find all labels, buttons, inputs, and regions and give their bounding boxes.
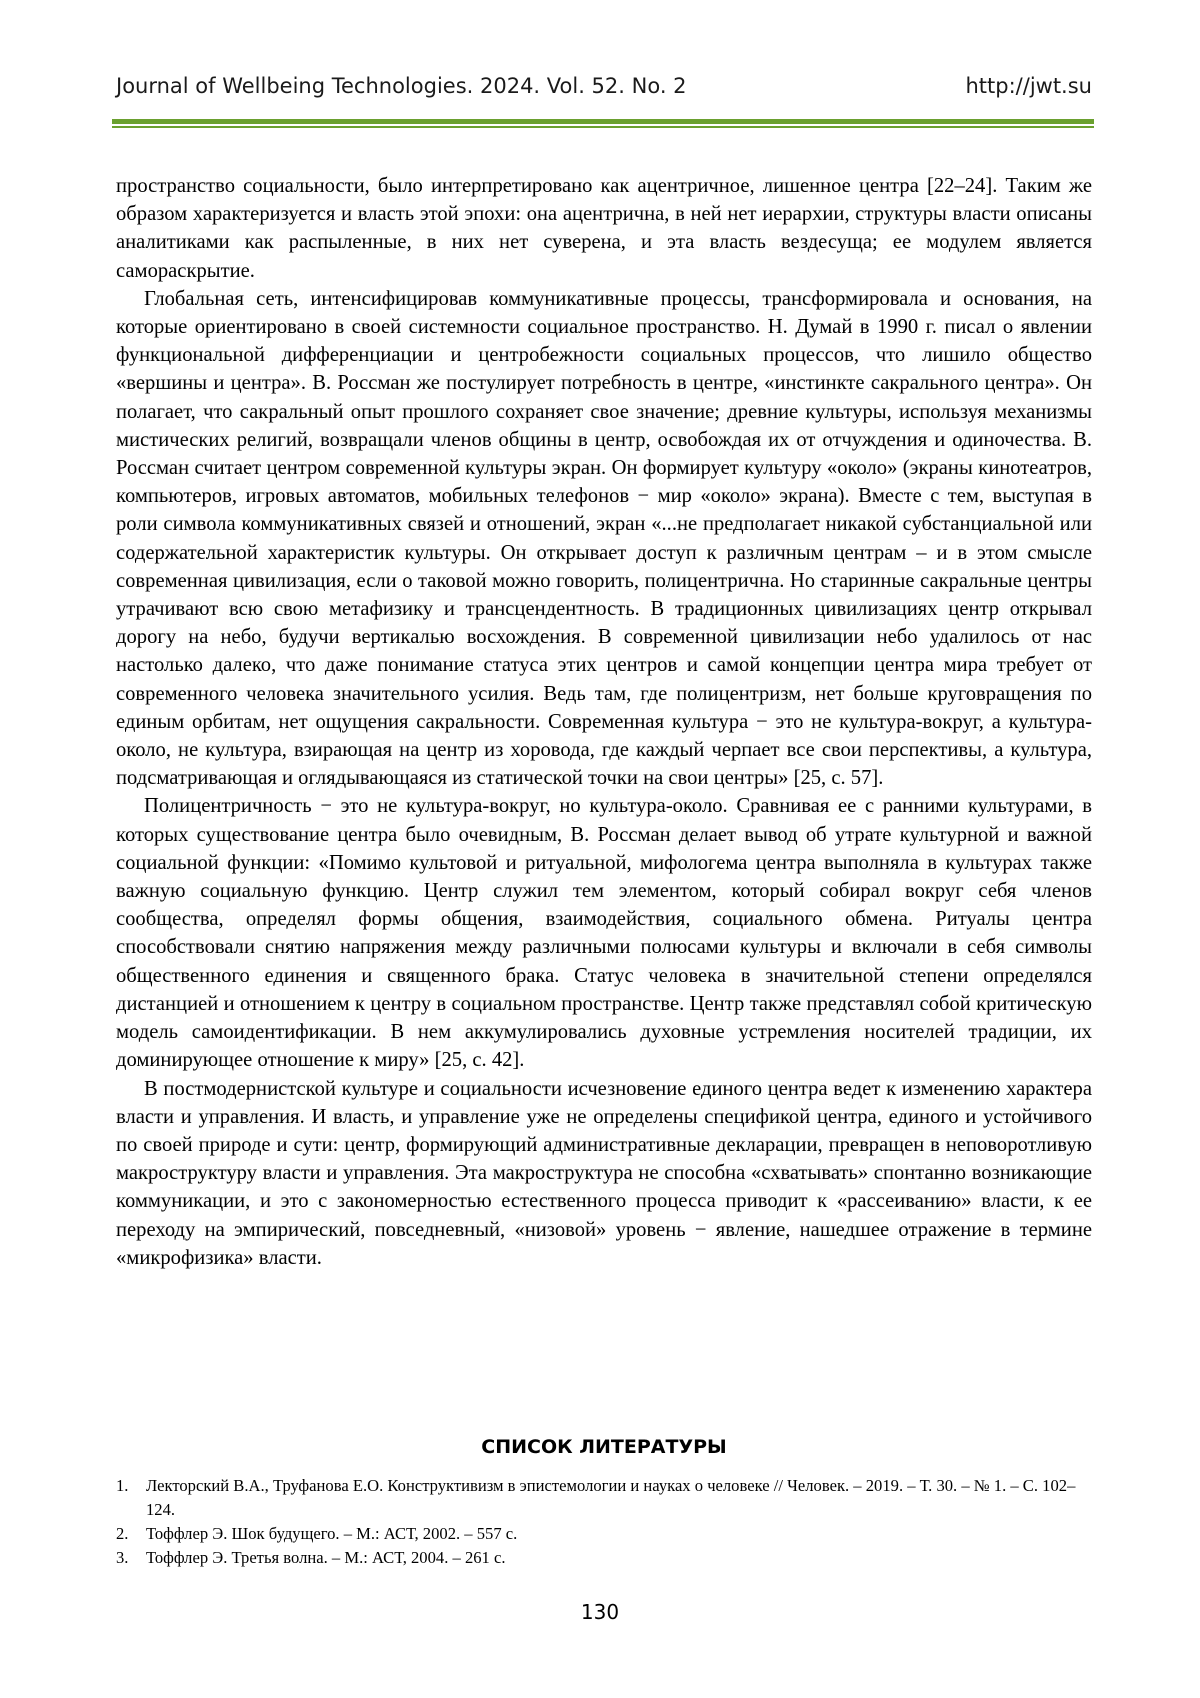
header-rule-thin	[112, 126, 1094, 128]
header-rule-thick	[112, 119, 1094, 124]
reference-item	[116, 1546, 1092, 1570]
reference-item	[116, 1474, 1092, 1522]
reference-text: Лекторский В.А., Труфанова Е.О. Конструктивизм в эпистемологии и науках о человеке // Человек. – 2019. – Т. 30. – № 1. – С. 102–124.	[146, 1476, 1075, 1519]
running-header	[116, 74, 1092, 104]
reference-text: Тоффлер Э. Шок будущего. – М.: АСТ, 2002. – 557 с.	[146, 1524, 517, 1543]
paragraph: Полицентричность − это не культура-вокруг, но культура-около. Сравнивая ее с ранними культурами, в которых существование центра было очевидным, В. Россман делает вывод об утрате культурной и важной социальной функции: «Помимо культовой и ритуальной, мифологема центра выполняла в культурах также важную социальную функцию. Центр служил тем элементом, который собирал вокруг себя членов сообщества, определял формы общения, взаимодействия, социального обмена. Ритуалы центра способствовали снятию напряжения между различными полюсами культуры и включали в себя символы общественного единения и священного брака. Статус человека в значительной степени определялся дистанцией и отношением к центру в социальном пространстве. Центр также представлял собой критическую модель самоидентификации. В нем аккумулировались духовные устремления носителей традиции, их доминирующее отношение к миру» [25, с. 42].	[116, 792, 1092, 1074]
journal-url[interactable]: http://jwt.su	[965, 74, 1092, 98]
reference-number: 2.	[116, 1522, 128, 1546]
paragraph: В постмодернистской культуре и социальности исчезновение единого центра ведет к изменению характера власти и управления. И власть, и управление уже не определены спецификой центра, единого и устойчивого по своей природе и сути: центр, формирующий административные декларации, превращен в неповоротливую макроструктуру власти и управления. Эта макроструктура не способна «схватывать» спонтанно возникающие коммуникации, и это с закономерностью естественного процесса приводит к «рассеиванию» власти, к ее переходу на эмпирический, повседневный, «низовой» уровень − явление, нашедшее отражение в термине «микрофизика» власти.	[116, 1075, 1092, 1272]
paragraph: Глобальная сеть, интенсифицировав коммуникативные процессы, трансформировала и основания, на которые ориентировано в своей системности социальное пространство. Н. Думай в 1990 г. писал о явлении функциональной дифференциации и центробежности социальных процессов, что лишило общество «вершины и центра». В. Россман же постулирует потребность в центре, «инстинкте сакрального центра». Он полагает, что сакральный опыт прошлого сохраняет свое значение; древние культуры, используя механизмы мистических религий, возвращали членов общины в центр, освобождая их от отчуждения и одиночества. В. Россман считает центром современной культуры экран. Он формирует культуру «около» (экраны кинотеатров, компьютеров, игровых автоматов, мобильных телефонов − мир «около» экрана). Вместе с тем, выступая в роли символа коммуникативных связей и отношений, экран «...не предполагает никакой субстанциальной или содержательной характеристик культуры. Он открывает доступ к различным центрам – и в этом смысле современная цивилизация, если о таковой можно говорить, полицентрична. Но старинные сакральные центры утрачивают всю свою метафизику и трансцендентность. В традиционных цивилизациях центр открывал дорогу на небо, будучи вертикалью восхождения. В современной цивилизации небо удалилось от нас настолько далеко, что даже понимание статуса этих центров и самой концепции центра мира требует от современного человека значительного усилия. Ведь там, где полицентризм, нет больше круговращения по единым орбитам, нет ощущения сакральности. Современная культура − это не культура-вокруг, а культура-около, не культура, взирающая на центр из хоровода, где каждый черпает все свои перспективы, а культура, подсматривающая и оглядывающаяся из статической точки на свои центры» [25, с. 57].	[116, 285, 1092, 793]
references-list	[116, 1474, 1092, 1570]
reference-number: 3.	[116, 1546, 128, 1570]
paragraph: пространство социальности, было интерпретировано как ацентричное, лишенное центра [22–24]. Таким же образом характеризуется и власть этой эпохи: она ацентрична, в ней нет иерархии, структуры власти описаны аналитиками как распыленные, в них нет суверена, и эта власть вездесуща; ее модулем является самораскрытие.	[116, 172, 1092, 285]
journal-title: Journal of Wellbeing Technologies. 2024. Vol. 52. No. 2	[116, 74, 687, 98]
reference-text: Тоффлер Э. Третья волна. – М.: АСТ, 2004. – 261 с.	[146, 1548, 506, 1567]
article-body	[116, 172, 1092, 1272]
reference-item	[116, 1522, 1092, 1546]
journal-page	[0, 0, 1200, 1698]
reference-number: 1.	[116, 1474, 128, 1498]
references-heading: СПИСОК ЛИТЕРАТУРЫ	[116, 1436, 1092, 1458]
page-number: 130	[0, 1600, 1200, 1624]
